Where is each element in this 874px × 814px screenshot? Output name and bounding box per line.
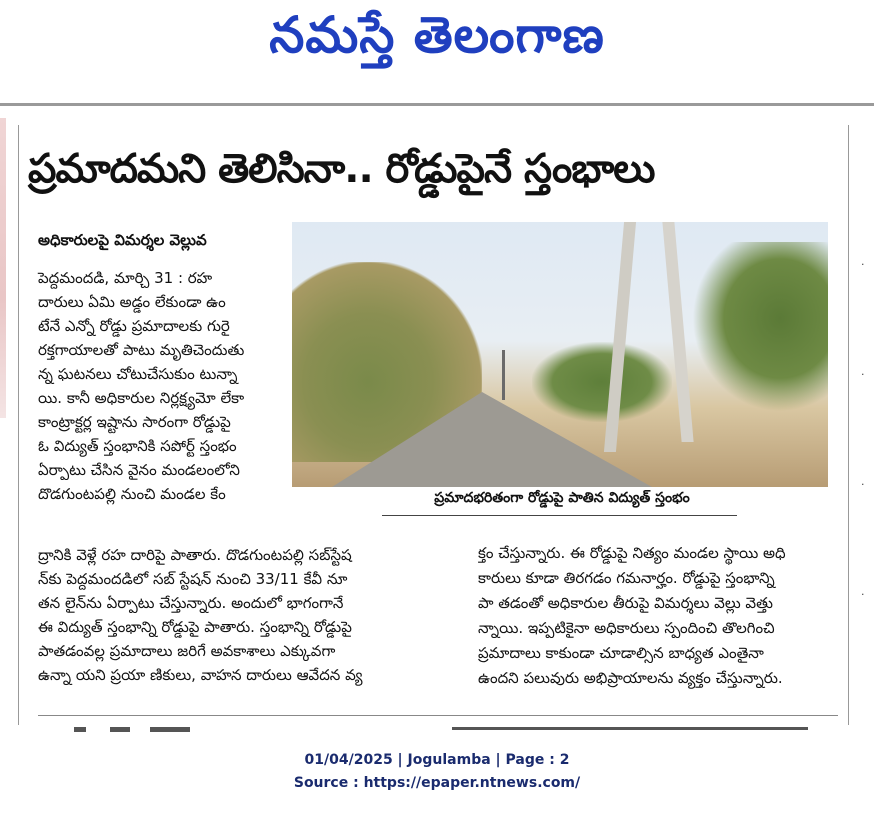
- photo-trees-right: [692, 242, 828, 412]
- column-divider-right: [848, 125, 849, 725]
- adjacent-article-edge: [0, 118, 6, 418]
- body-line: న్నాయి. ఇప్పటికైనా అధికారులు స్పందించి తొలగించి: [478, 619, 775, 637]
- article-photo: [292, 222, 828, 487]
- next-article-fragment: [452, 727, 808, 730]
- body-line: న్న ఘటనలు చోటుచేసుకుం టున్నా: [38, 365, 238, 383]
- next-article-fragment: [74, 727, 86, 732]
- article-bottom-divider: [38, 715, 838, 716]
- body-line: ఈ విద్యుత్ స్తంభాన్ని రోడ్డుపై పాతారు. స్తంభాన్ని రోడ్డుపై: [38, 618, 352, 636]
- body-line: పాతడంవల్ల ప్రమాదాలు జరిగే అవకాశాలు ఎక్కువగా: [38, 642, 336, 660]
- adjacent-article-fragments: · · · ·: [861, 258, 865, 601]
- body-line: ఉందని పలువురు అభిప్రాయాలను వ్యక్తం చేస్తున్నారు.: [478, 669, 783, 687]
- body-line: రక్తగాయాలతో పాటు మృతిచెందుతు: [38, 341, 245, 359]
- photo-caption: ప్రమాదభరితంగా రోడ్డుపై పాతిన విద్యుత్ స్తంభం: [434, 490, 690, 506]
- body-line: ద్రానికి వెళ్లే రహ దారిపై పాతారు. దొడగుంటపల్లి సబ్‌స్టేష: [38, 546, 352, 564]
- article-subhead: అధికారులపై విమర్శల వెల్లువ: [38, 231, 207, 249]
- body-line: కాంట్రాక్టర్ల ఇష్టాను సారంగా రోడ్డుపై: [38, 413, 231, 431]
- body-line: ఓ విద్యుత్ స్తంభానికి సపోర్ట్ స్తంభం: [38, 437, 237, 455]
- body-line: ప్రమాదాలు కాకుండా చూడాల్సిన బాధ్యత ఎంతైనా: [478, 644, 764, 662]
- body-line: దొడగుంటపల్లి నుంచి మండల కేం: [38, 485, 226, 503]
- column-divider-left: [18, 125, 19, 725]
- caption-underline: [382, 515, 737, 516]
- body-line: పెద్దమందడి, మార్చి 31 : రహ: [38, 269, 213, 287]
- body-line: క్తం చేస్తున్నారు. ఈ రోడ్డుపై నిత్యం మండల స్థాయి అధి: [478, 544, 786, 562]
- body-line: ఏర్పాటు చేసిన వైనం మండలంలోని: [38, 461, 240, 479]
- body-line: కారులు కూడా తిరగడం గమనార్హం. రోడ్డుపై స్తంభాన్ని: [478, 569, 775, 587]
- footer-date-line: 01/04/2025 | Jogulamba | Page : 2: [304, 752, 570, 768]
- body-line: పా తడంతో అధికారుల తీరుపై విమర్శలు వెల్లు వెత్తు: [478, 594, 773, 612]
- next-article-fragment: [110, 727, 130, 732]
- footer-source-link[interactable]: Source : https://epaper.ntnews.com/: [293, 775, 581, 791]
- body-line: ఉన్నా యని ప్రయా ణికులు, వాహన దారులు ఆవేదన వ్య: [38, 666, 363, 684]
- body-line: యి. కానీ అధికారుల నిర్లక్ష్యమో లేకా: [38, 389, 245, 407]
- body-line: న్‌కు పెద్దమందడిలో సబ్ స్టేషన్ నుంచి 33/11 కేవీ నూ: [38, 570, 348, 588]
- body-line: తన లైన్‌ను ఏర్పాటు చేస్తున్నారు. అందులో భాగంగానే: [38, 594, 344, 612]
- body-line: టేనే ఎన్నో రోడ్డు ప్రమాదాలకు గురై: [38, 317, 230, 335]
- photo-distant-pole: [502, 350, 505, 400]
- masthead: [0, 0, 874, 104]
- article-headline: ప్రమాదమని తెలిసినా.. రోడ్డుపైనే స్తంభాలు: [28, 146, 655, 192]
- body-line: దారులు ఏమి అడ్డం లేకుండా ఉం: [38, 293, 226, 311]
- next-article-fragment: [150, 727, 190, 732]
- masthead-divider: [0, 103, 874, 106]
- newspaper-logo: నమస్తే తెలంగాణ: [269, 6, 605, 64]
